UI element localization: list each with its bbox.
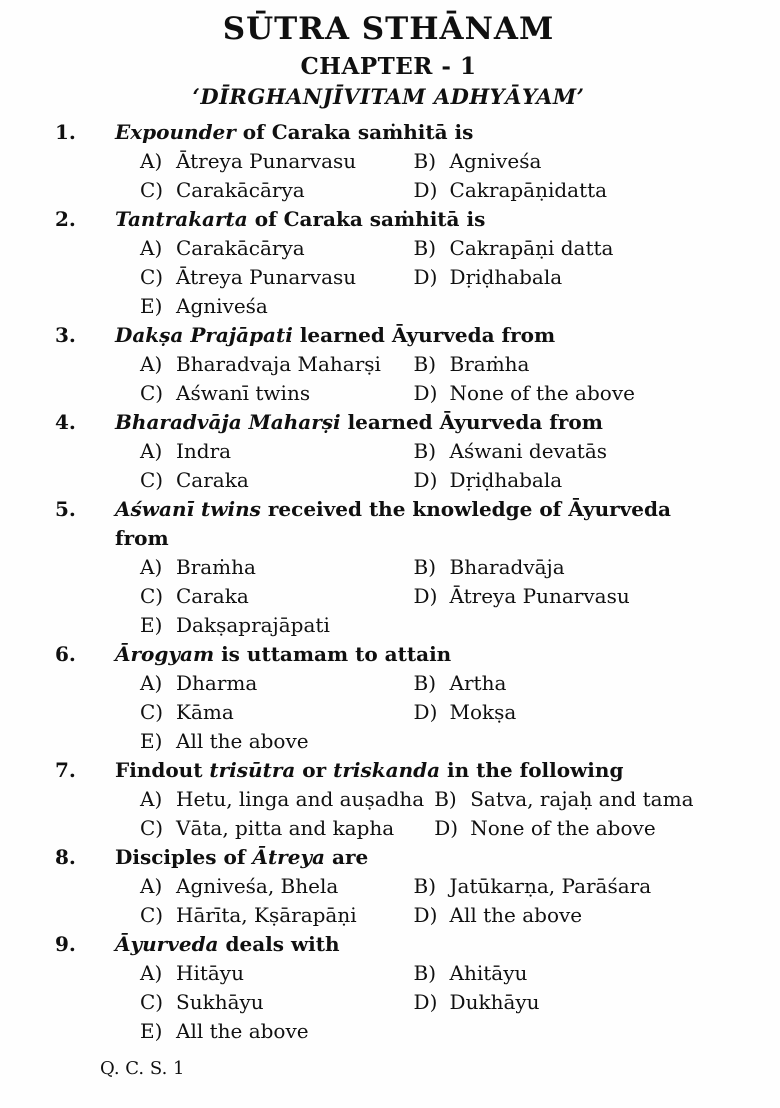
option xyxy=(414,466,722,495)
question-number: 6. xyxy=(55,642,76,666)
option-text: Bharadvaja Maharṣi xyxy=(176,352,381,376)
option xyxy=(414,234,722,263)
option xyxy=(140,814,424,843)
option-label: B) xyxy=(413,961,437,985)
option xyxy=(414,669,722,698)
option-text: Dakṣaprajāpati xyxy=(176,613,330,637)
option xyxy=(140,379,414,408)
option-text: Ahitāyu xyxy=(449,961,528,985)
option-text: Bharadvāja xyxy=(449,555,565,579)
stem-text: received the knowledge of Āyurveda from xyxy=(115,497,671,550)
option xyxy=(140,698,414,727)
option xyxy=(140,872,414,901)
options-grid xyxy=(140,234,722,321)
option xyxy=(140,466,414,495)
chapter-heading: CHAPTER - 1 xyxy=(300,53,477,80)
option xyxy=(414,582,722,611)
question-number: 5. xyxy=(55,497,76,521)
option-label: D) xyxy=(413,265,438,289)
option-label: A) xyxy=(140,787,163,811)
stem-text: Findout xyxy=(115,758,210,782)
option-text: Indra xyxy=(176,439,232,463)
stem-text: learned Āyurveda from xyxy=(340,410,603,434)
option-text: Caraka xyxy=(176,468,249,492)
option xyxy=(140,669,414,698)
option-text: Artha xyxy=(449,671,507,695)
question-number: 9. xyxy=(55,932,76,956)
option-text: Agniveśa xyxy=(449,149,542,173)
options-grid xyxy=(140,959,722,1046)
option-text: None of the above xyxy=(470,816,656,840)
question-body xyxy=(115,205,722,321)
option-label: C) xyxy=(140,816,164,840)
stem-text: or xyxy=(295,758,334,782)
stem-term-italic: Aśwanī twins xyxy=(115,497,261,521)
option-label: C) xyxy=(140,584,164,608)
option xyxy=(140,727,414,756)
stem-text: of Caraka saṁhitā is xyxy=(247,207,486,231)
option-label: C) xyxy=(140,381,164,405)
option xyxy=(140,234,414,263)
stem-term-italic: Bharadvāja Maharṣi xyxy=(115,410,341,434)
stem-term-italic: trisūtra xyxy=(209,758,296,782)
option xyxy=(140,582,414,611)
stem-text: learned Āyurveda from xyxy=(292,323,556,347)
option-text: Carakācārya xyxy=(176,236,305,260)
stem-term-italic: Dakṣa Prajāpati xyxy=(115,323,293,347)
option-text: Aśwani devatās xyxy=(449,439,608,463)
option xyxy=(414,872,722,901)
option-label: C) xyxy=(140,990,164,1014)
option-text: Dukhāyu xyxy=(449,990,540,1014)
option-label: C) xyxy=(140,468,164,492)
option-label: C) xyxy=(140,178,164,202)
options-grid xyxy=(140,553,722,640)
option-label: A) xyxy=(140,439,163,463)
stem-text: in the following xyxy=(440,758,624,782)
question-stem xyxy=(115,321,722,350)
option-label: B) xyxy=(413,236,437,260)
option xyxy=(140,785,424,814)
page-footer: Q. C. S. 1 xyxy=(100,1058,185,1079)
question-stem xyxy=(115,756,722,785)
option-text: Ātreya Punarvasu xyxy=(449,584,630,608)
question xyxy=(55,930,722,1046)
options-grid xyxy=(140,350,722,408)
option-label: A) xyxy=(140,874,163,898)
stem-term-italic: Tantrakarta xyxy=(115,207,248,231)
question-stem xyxy=(115,640,722,669)
option-label: D) xyxy=(434,816,459,840)
question-number: 7. xyxy=(55,758,76,782)
option-text: Jatūkarṇa, Parāśara xyxy=(449,874,652,898)
question-body xyxy=(115,118,722,205)
option-label: D) xyxy=(413,903,438,927)
option-text: Braṁha xyxy=(449,352,530,376)
option xyxy=(414,263,722,292)
option-text: Hetu, linga and auṣadha xyxy=(176,787,425,811)
question-number: 2. xyxy=(55,207,76,231)
question-number: 8. xyxy=(55,845,76,869)
option xyxy=(140,263,414,292)
option xyxy=(140,959,414,988)
question xyxy=(55,205,722,321)
option-label: B) xyxy=(434,787,457,811)
questions xyxy=(55,118,722,1046)
option xyxy=(414,988,722,1017)
option-label: B) xyxy=(413,671,437,695)
stem-term-italic: triskanda xyxy=(333,758,441,782)
option xyxy=(140,611,414,640)
question-stem xyxy=(115,930,722,959)
option xyxy=(140,176,414,205)
options-grid xyxy=(140,669,722,756)
option xyxy=(414,379,722,408)
stem-text: Disciples of xyxy=(115,845,253,869)
question xyxy=(55,756,722,843)
stem-text: deals with xyxy=(218,932,340,956)
option-label: B) xyxy=(413,352,437,376)
question-body xyxy=(115,843,722,930)
option-label: A) xyxy=(140,555,163,579)
option-label: D) xyxy=(413,990,438,1014)
question-body xyxy=(115,321,722,408)
option-text: Dṛiḍhabala xyxy=(449,265,563,289)
option xyxy=(414,147,722,176)
question-stem xyxy=(115,118,722,147)
option-text: All the above xyxy=(449,903,583,927)
option-text: Ātreya Punarvasu xyxy=(176,265,357,289)
option-text: All the above xyxy=(176,1019,309,1043)
option xyxy=(414,959,722,988)
options-grid xyxy=(140,437,722,495)
question-stem xyxy=(115,843,722,872)
option xyxy=(414,350,722,379)
chapter-subtitle: ‘DĪRGHANJĪVITAM ADHYĀYAM’ xyxy=(192,84,585,109)
option-label: E) xyxy=(140,613,163,637)
option-text: Sukhāyu xyxy=(176,990,264,1014)
option-text: Satva, rajaḥ and tama xyxy=(470,787,694,811)
stem-text: of Caraka saṁhitā is xyxy=(235,120,474,144)
option-label: E) xyxy=(140,294,163,318)
question-body xyxy=(115,408,722,495)
option-label: D) xyxy=(413,381,438,405)
question-stem xyxy=(115,205,722,234)
option-text: Agniveśa xyxy=(176,294,268,318)
option xyxy=(434,785,722,814)
question xyxy=(55,321,722,408)
options-grid xyxy=(140,872,722,930)
options-grid xyxy=(140,147,722,205)
option xyxy=(140,988,414,1017)
question-number: 4. xyxy=(55,410,76,434)
option-label: E) xyxy=(140,1019,163,1043)
option xyxy=(414,698,722,727)
option-text: Mokṣa xyxy=(449,700,517,724)
option-label: E) xyxy=(140,729,163,753)
question xyxy=(55,118,722,205)
option-label: C) xyxy=(140,903,164,927)
page-title: SŪTRA STHĀNAM xyxy=(222,11,555,47)
option-text: Dṛiḍhabala xyxy=(449,468,563,492)
option-label: D) xyxy=(413,700,438,724)
question xyxy=(55,843,722,930)
option xyxy=(414,176,722,205)
option-text: Cakrapāṇi datta xyxy=(449,236,614,260)
question-number: 3. xyxy=(55,323,76,347)
option-text: All the above xyxy=(176,729,309,753)
option-label: D) xyxy=(413,468,438,492)
option-text: Ātreya Punarvasu xyxy=(176,149,357,173)
option xyxy=(140,292,414,321)
option-text: Aśwanī twins xyxy=(176,381,311,405)
option xyxy=(140,437,414,466)
question xyxy=(55,640,722,756)
option-text: Hitāyu xyxy=(176,961,244,985)
question-body xyxy=(115,640,722,756)
option-label: A) xyxy=(140,352,163,376)
option-label: B) xyxy=(413,149,437,173)
option xyxy=(140,553,414,582)
option-text: Hārīta, Kṣārapāṇi xyxy=(176,903,357,927)
option-label: A) xyxy=(140,236,163,260)
option-label: A) xyxy=(140,149,163,173)
question-body xyxy=(115,930,722,1046)
option-text: None of the above xyxy=(449,381,635,405)
option-text: Carakācārya xyxy=(176,178,305,202)
stem-term-italic: Ātreya xyxy=(252,845,326,869)
stem-text: is uttamam to attain xyxy=(214,642,452,666)
question-body xyxy=(115,756,722,843)
stem-term-italic: Ārogyam xyxy=(115,642,215,666)
option-text: Agniveśa, Bhela xyxy=(176,874,339,898)
option xyxy=(140,350,414,379)
question xyxy=(55,495,722,640)
option-label: B) xyxy=(413,555,437,579)
option xyxy=(414,437,722,466)
option xyxy=(140,147,414,176)
option xyxy=(140,1017,414,1046)
option xyxy=(414,553,722,582)
option-text: Cakrapāṇidatta xyxy=(449,178,608,202)
option-text: Braṁha xyxy=(176,555,256,579)
option-text: Vāta, pitta and kapha xyxy=(176,816,395,840)
question xyxy=(55,408,722,495)
question-body xyxy=(115,495,722,640)
stem-term-italic: Āyurveda xyxy=(115,932,219,956)
stem-text: are xyxy=(325,845,369,869)
question-stem xyxy=(115,495,722,553)
option-text: Kāma xyxy=(176,700,234,724)
option-label: A) xyxy=(140,961,163,985)
option xyxy=(140,901,414,930)
option-label: B) xyxy=(413,439,437,463)
stem-term-italic: Expounder xyxy=(115,120,236,144)
option xyxy=(414,901,722,930)
option-text: Caraka xyxy=(176,584,249,608)
question-number: 1. xyxy=(55,120,76,144)
option-label: D) xyxy=(413,178,438,202)
option-label: D) xyxy=(413,584,438,608)
option-label: C) xyxy=(140,265,164,289)
option-text: Dharma xyxy=(176,671,258,695)
option xyxy=(434,814,722,843)
question-stem xyxy=(115,408,722,437)
option-label: A) xyxy=(140,671,163,695)
options-grid xyxy=(140,785,722,843)
option-label: C) xyxy=(140,700,164,724)
option-label: B) xyxy=(413,874,437,898)
